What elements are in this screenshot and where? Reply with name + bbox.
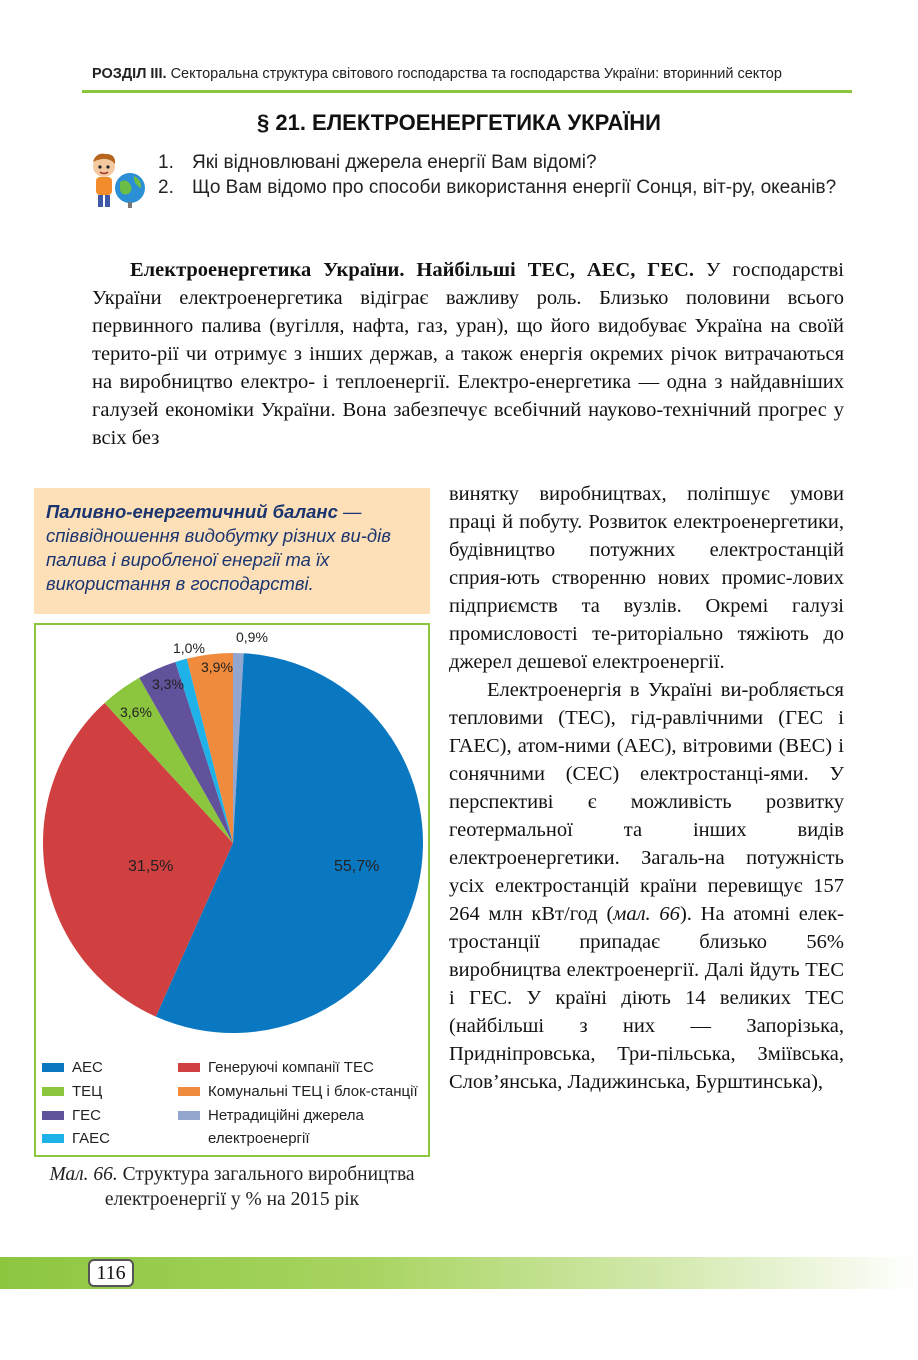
legend-label: Генеруючі компанії ТЕС [208, 1059, 374, 1076]
legend-item [42, 1083, 102, 1101]
legend-item [42, 1130, 110, 1148]
pie-slice-label: 3,3% [152, 676, 184, 692]
legend-label: ГАЕС [72, 1130, 110, 1147]
definition-term: Паливно-енергетичний баланс [46, 501, 338, 522]
column-paragraph-1: винятку виробництвах, поліпшує умови праці й побуту. Розвиток електроенергетики, будівництво потужних електростанцій сприя-ють створенню нових промис-лових підприємств та вузлів. Окремі галузі промисловості те-риторіально тяжіють до джерел дешевої електроенергії. [449, 483, 844, 673]
legend-item [178, 1107, 364, 1125]
legend-item [42, 1059, 103, 1077]
paragraph-text: У господарстві України електроенергетика відіграє важливу роль. Близько половини всього первинного палива (вугілля, нафта, газ, уран), що його видобуває Україна на своїй терито-рії чи отримує з інших держав, а також енергія окремих річок витрачаються на виробництво електро- і теплоенергії. Електро-енергетика — одна з найдавніших галузей економіки України. Вона забезпечує всебічний науково-технічний прогрес у всіх без [92, 259, 844, 449]
legend-swatch [178, 1063, 200, 1072]
legend-item [178, 1130, 310, 1148]
legend-swatch [42, 1063, 64, 1072]
definition-dash: — [337, 501, 362, 522]
legend-swatch [42, 1134, 64, 1143]
legend-swatch [178, 1111, 200, 1120]
question-number: 2. [158, 177, 174, 198]
footer-bar [0, 1257, 918, 1289]
paragraph-heading: Електроенергетика України. Найбільші ТЕС, АЕС, ГЕС. [130, 259, 694, 281]
legend-item [178, 1059, 374, 1077]
figure-caption [34, 1162, 430, 1212]
column-text [449, 480, 844, 1096]
legend-item [42, 1107, 101, 1125]
legend-swatch [42, 1111, 64, 1120]
header-rule [82, 90, 852, 93]
question-text: Які відновлювані джерела енергії Вам відомі? [192, 152, 597, 173]
legend-label: електроенергії [208, 1130, 310, 1147]
running-header [92, 66, 852, 82]
pie-slice-label: 3,6% [120, 704, 152, 720]
pie-slice-label: 1,0% [173, 640, 205, 656]
legend-label: Нетрадиційні джерела [208, 1107, 364, 1124]
boy-with-globe-icon [86, 150, 150, 210]
question-text: Що Вам відомо про способи використання енергії Сонця, віт-ру, океанів? [192, 177, 837, 198]
pie-slice-label: 3,9% [201, 659, 233, 675]
figure-reference-link: мал. 66 [613, 903, 680, 925]
pie-slice-label: 0,9% [236, 629, 268, 645]
definition-text: співвідношення видобутку різних ви-дів палива і виробленої енергії та їх використання в господарстві. [46, 525, 391, 594]
pie-chart [36, 625, 428, 1055]
caption-text: Структура загального виробництва електроенергії у % на 2015 рік [104, 1164, 415, 1210]
legend-swatch [178, 1087, 200, 1096]
legend-swatch [42, 1087, 64, 1096]
legend-swatch [178, 1134, 200, 1143]
header-subtitle: Секторальна структура світового господарства та господарства України: вторинний сектор [170, 66, 782, 82]
intro-questions [158, 150, 858, 200]
paragraph-text: ). На атомні елек-тростанції припадає близько 56% виробництва електроенергії. Далі йдуть ТЕС і ГЕС. У країні діють 14 великих ТЕС (найбільші з них — Запорізька, Придніпровська, Три-пільська, Зміївська, Слов’янська, Ладижинська, Бурштинська), [449, 903, 845, 1093]
caption-ref: Мал. 66. [49, 1164, 118, 1185]
question-item [158, 150, 858, 175]
paragraph-text: Електроенергія в Україні ви-робляється тепловими (ТЕС), гід-равлічними (ГЕС і ГАЕС), атом-ними (АЕС), вітровими (ВЕС) і сонячними (СЕС) електростанці-ями. У перспективі є можливість розвитку геотермальної та інших видів електроенергетики. Загаль-на потужність усіх електростанцій країни перевищує 157 264 млн кВт/год ( [449, 679, 844, 925]
legend-item [178, 1083, 418, 1101]
header-section: РОЗДІЛ ІІІ. [92, 66, 167, 82]
pie-slice-label: 55,7% [334, 858, 380, 875]
legend-label: ТЕЦ [72, 1083, 103, 1100]
pie-chart-panel [34, 623, 430, 1157]
column-paragraph-2 [449, 676, 844, 1096]
legend-label: Комунальні ТЕЦ і блок-станції [208, 1083, 418, 1100]
question-number: 1. [158, 152, 174, 173]
question-item [158, 175, 858, 200]
legend-label: ГЕС [72, 1107, 101, 1124]
legend-label: АЕС [72, 1059, 103, 1076]
definition-box [34, 488, 430, 614]
page-title: § 21. ЕЛЕКТРОЕНЕРГЕТИКА УКРАЇНИ [257, 110, 661, 135]
intro-paragraph [92, 256, 844, 452]
pie-slice-label: 31,5% [128, 858, 174, 875]
page-number: 116 [88, 1259, 134, 1287]
